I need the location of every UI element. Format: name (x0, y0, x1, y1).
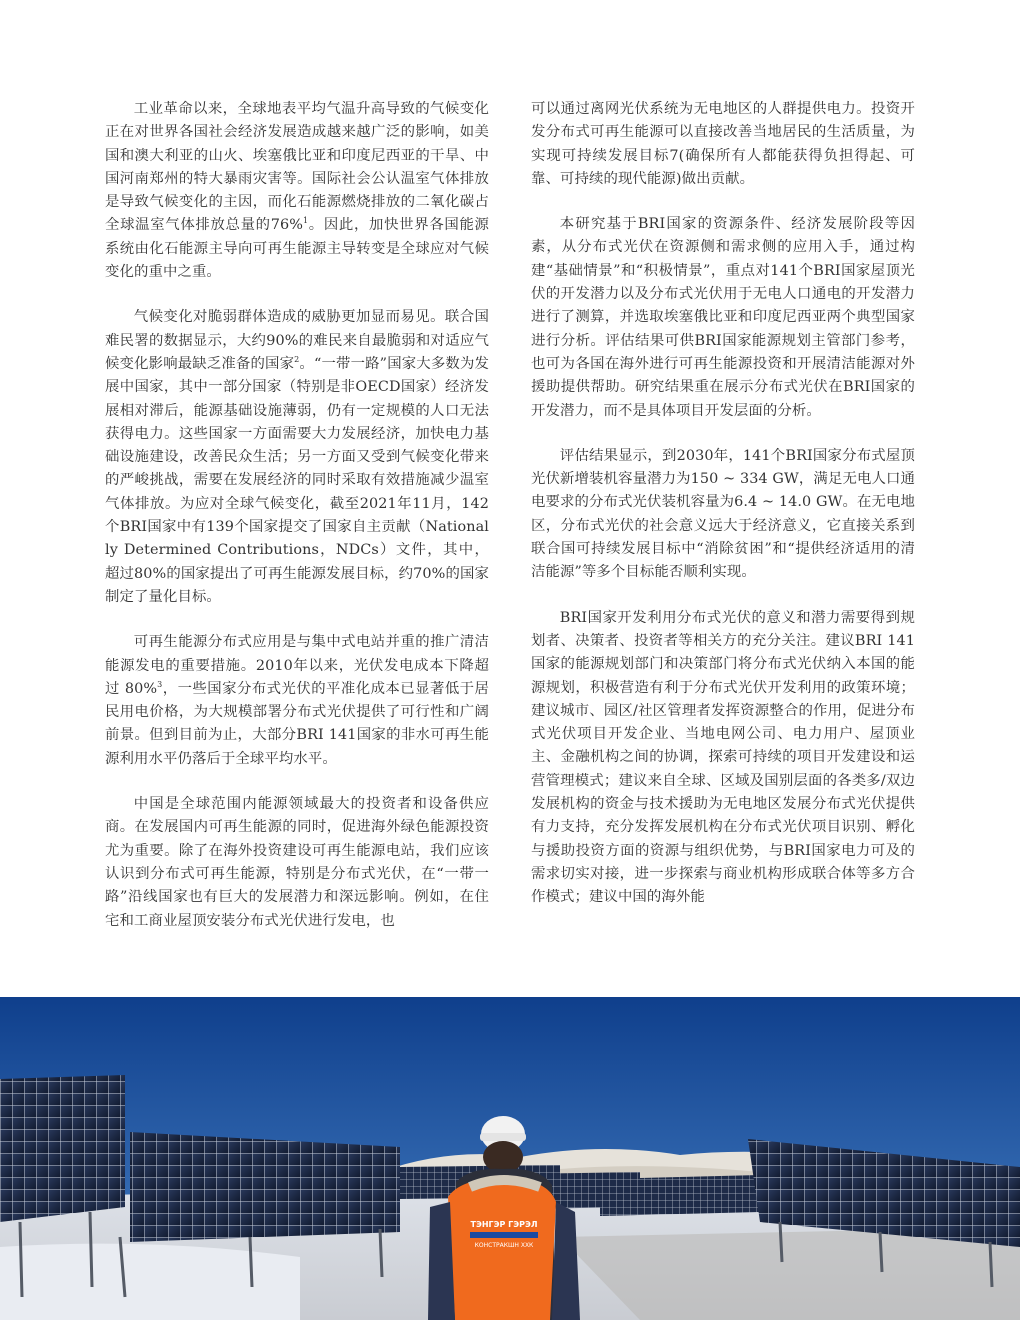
paragraph-distributed-renewables: 可再生能源分布式应用是与集中式电站并重的推广清洁能源发电的重要措施。2010年以来，光伏发电成本下降超过 80%$^3$，一些国家分布式光伏的平准化成本已显著低于居民用电价格，为大规模部署分布式光伏提供了可行性和广阔前景。但到目前为止，大部分BRI 141国家的非水可再生能源利用水平仍落后于全球平均水平。 (105, 634, 490, 767)
footnote-marker: 3 (157, 680, 163, 690)
vest-logo-line2: КОНСТРАКШН ХХК (474, 1242, 534, 1249)
solar-farm-illustration (0, 997, 1020, 1320)
paragraph-research-scope: 本研究基于BRI国家的资源条件、经济发展阶段等因素，从分布式光伏在资源侧和需求侧的应用入手，通过构建“基础情景”和“积极情景”，重点对141个BRI国家屋顶光伏的开发潜力以及分布式光伏用于无电人口通电的开发潜力进行了测算，并选取埃塞俄比亚和印度尼西亚两个典型国家进行分析。评估结果可供BRI国家能源规划主管部门参考，也可为各国在海外进行可再生能源投资和开展清洁能源对外援助提供帮助。研究结果重在展示分布式光伏在BRI国家的开发潜力，而不是具体项目开发层面的分析。 (531, 216, 915, 419)
paragraph-recommendations: BRI国家开发利用分布式光伏的意义和潜力需要得到规划者、决策者、投资者等相关方的充分关注。建议BRI 141国家的能源规划部门和决策部门将分布式光伏纳入本国的能源规划，积极营造有利于分布式光伏开发利用的政策环境；建议城市、园区/社区管理者发挥资源整合的作用，促进分布式光伏项目开发企业、当地电网公司、电力用户、屋顶业主、金融机构之间的协调，探索可持续的项目开发建设和运营管理模式；建议来自全球、区域及国别层面的各类多/双边发展机构的资金与技术援助为无电地区发展分布式光伏提供有力支持，充分发挥发展机构在分布式光伏项目识别、孵化与援助投资方面的资源与组织优势，与BRI国家电力可及的需求切实对接，进一步探索与商业机构形成联合体等多方合作模式；建议中国的海外能 (531, 609, 915, 906)
solar-farm-photo (0, 997, 1020, 1320)
paragraph-continuation: 可以通过离网光伏系统为无电地区的人群提供电力。投资开发分布式可再生能源可以直接改善当地居民的生活质量，为实现可持续发展目标7(确保所有人都能获得负担得起、可靠、可持续的现代能源)做出贡献。 (531, 101, 915, 187)
paragraph-climate-change: 工业革命以来，全球地表平均气温升高导致的气候变化正在对世界各国社会经济发展造成越来越广泛的影响，如美国和澳大利亚的山火、埃塞俄比亚和印度尼西亚的干旱、中国河南郑州的特大暴雨灾害等。国际社会公认温室气体排放是导致气候变化的主因，而化石能源燃烧排放的二氧化碳占全球温室气体排放总量的76%$^1$。因此，加快世界各国能源系统由化石能源主导向可再生能源主导转变是全球应对气候变化的重中之重。 (105, 101, 490, 281)
paragraph-china-investment: 中国是全球范围内能源领域最大的投资者和设备供应商。在发展国内可再生能源的同时，促进海外绿色能源投资尤为重要。除了在海外投资建设可再生能源电站，我们应该认识到分布式可再生能源，特别是分布式光伏，在“一带一路”沿线国家也有巨大的发展潜力和深远影响。例如，在住宅和工商业屋顶安装分布式光伏进行发电，也 (105, 796, 489, 929)
right-column (531, 98, 915, 932)
paragraph-vulnerable-groups: 气候变化对脆弱群体造成的威胁更加显而易见。联合国难民署的数据显示，大约90%的难民来自最脆弱和对适应气候变化影响最缺乏准备的国家$^2$。“一带一路”国家大多数为发展中国家，其中一部分国家（特别是非OECD国家）经济发展相对滞后，能源基础设施薄弱，仍有一定规模的人口无法获得电力。这些国家一方面需要大力发展经济，加快电力基础设施建设，改善民众生活；另一方面又受到气候变化带来的严峻挑战，需要在发展经济的同时采取有效措施减少温室气体排放。为应对全球气候变化，截至2021年11月，142个BRI国家中有139个国家提交了国家自主贡献（Nationally Determined Contributions，NDCs）文件，其中，超过80%的国家提出了可再生能源发展目标，约70%的国家制定了量化目标。 (105, 309, 489, 605)
footnote-marker: 1 (303, 216, 309, 226)
footnote-marker: 2 (294, 355, 300, 365)
paragraph-assessment-results: 评估结果显示，到2030年，141个BRI国家分布式屋顶光伏新增装机容量潜力为150 ~ 334 GW，满足无电人口通电要求的分布式光伏装机容量为6.4 ~ 14.0 GW。在无电地区，分布式光伏的社会意义远大于经济意义，它直接关系到联合国可持续发展目标中“消除贫困”和“提供经济适用的清洁能源”等多个目标能否顺利实现。 (531, 447, 915, 581)
vest-logo-line1: ТЭНГЭР ГЭРЭЛ (470, 1220, 538, 1229)
left-column (105, 98, 489, 955)
